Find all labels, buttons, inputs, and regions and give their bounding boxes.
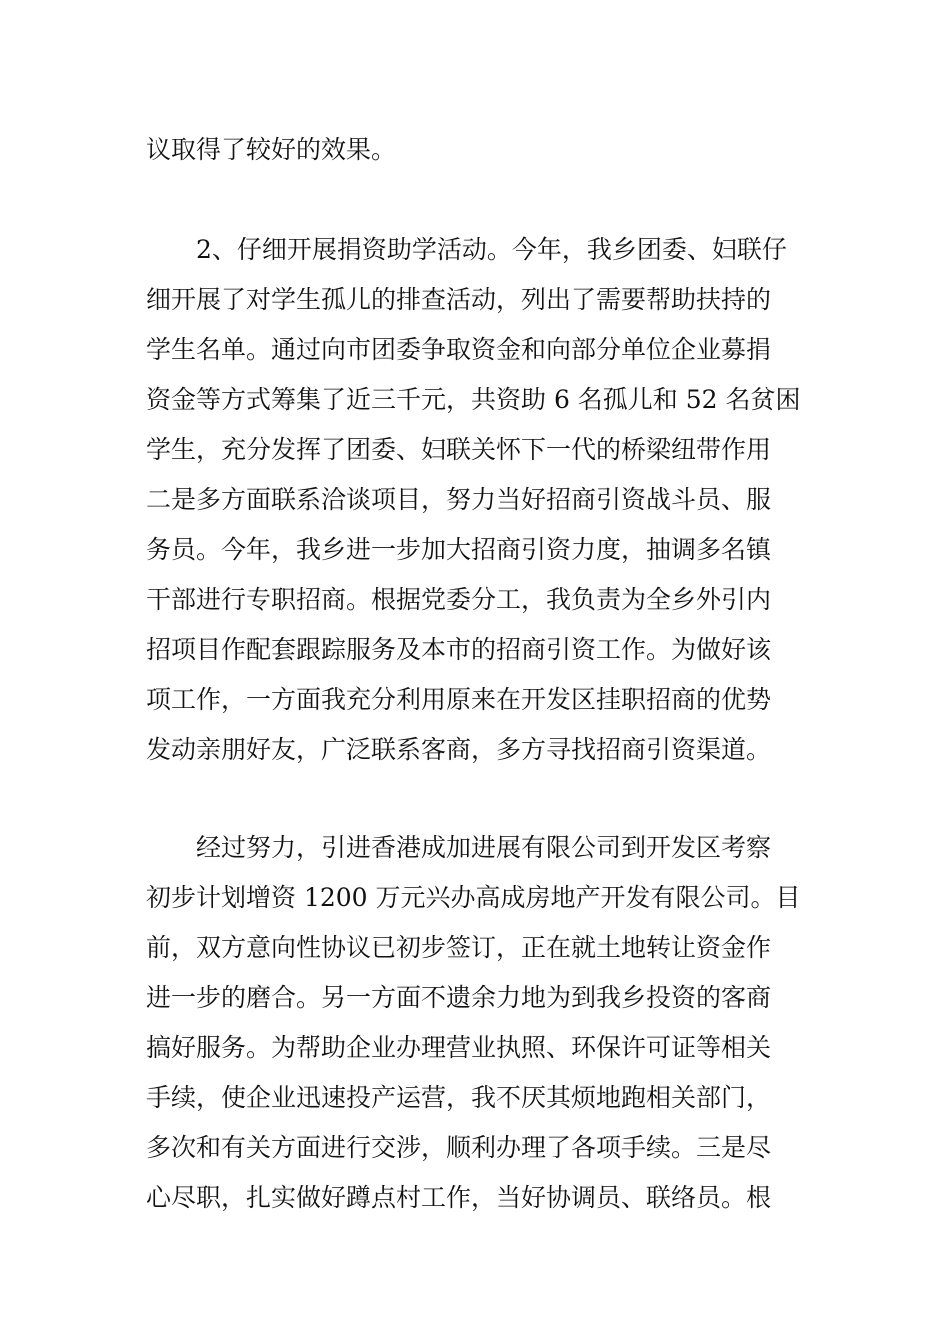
text-line-15: 前，双方意向性协议已初步签订，正在就土地转让资金作 xyxy=(146,933,772,962)
text-line-1: 议取得了较好的效果。 xyxy=(146,135,397,164)
text-line-20: 心尽职，扎实做好蹲点村工作，当好协调员、联络员。根 xyxy=(146,1183,772,1212)
text-line-7: 二是多方面联系洽谈项目，努力当好招商引资战斗员、服 xyxy=(146,485,772,514)
text-line-19: 多次和有关方面进行交涉，顺利办理了各项手续。三是尽 xyxy=(146,1133,772,1162)
text-line-12: 发动亲朋好友，广泛联系客商，多方寻找招商引资渠道。 xyxy=(146,735,772,764)
text-line-11: 项工作，一方面我充分利用原来在开发区挂职招商的优势 xyxy=(146,685,772,714)
text-line-2: 2、仔细开展捐资助学活动。今年，我乡团委、妇联仔 xyxy=(196,235,787,264)
text-line-17: 搞好服务。为帮助企业办理营业执照、环保许可证等相关 xyxy=(146,1033,772,1062)
text-line-5: 资金等方式筹集了近三千元，共资助 6 名孤儿和 52 名贫困 xyxy=(146,385,801,414)
text-line-4: 学生名单。通过向市团委争取资金和向部分单位企业募捐 xyxy=(146,335,772,364)
text-line-9: 干部进行专职招商。根据党委分工，我负责为全乡外引内 xyxy=(146,585,772,614)
text-line-14: 初步计划增资 1200 万元兴办高成房地产开发有限公司。目 xyxy=(146,883,801,912)
text-line-16: 进一步的磨合。另一方面不遗余力地为到我乡投资的客商 xyxy=(146,983,772,1012)
text-line-8: 务员。今年，我乡进一步加大招商引资力度，抽调多名镇 xyxy=(146,535,772,564)
text-line-10: 招项目作配套跟踪服务及本市的招商引资工作。为做好该 xyxy=(146,635,772,664)
text-line-6: 学生，充分发挥了团委、妇联关怀下一代的桥梁纽带作用 xyxy=(146,435,772,464)
text-line-18: 手续，使企业迅速投产运营，我不厌其烦地跑相关部门， xyxy=(146,1083,772,1112)
text-line-3: 细开展了对学生孤儿的排查活动，列出了需要帮助扶持的 xyxy=(146,285,772,314)
text-line-13: 经过努力，引进香港成加进展有限公司到开发区考察 xyxy=(196,833,772,862)
